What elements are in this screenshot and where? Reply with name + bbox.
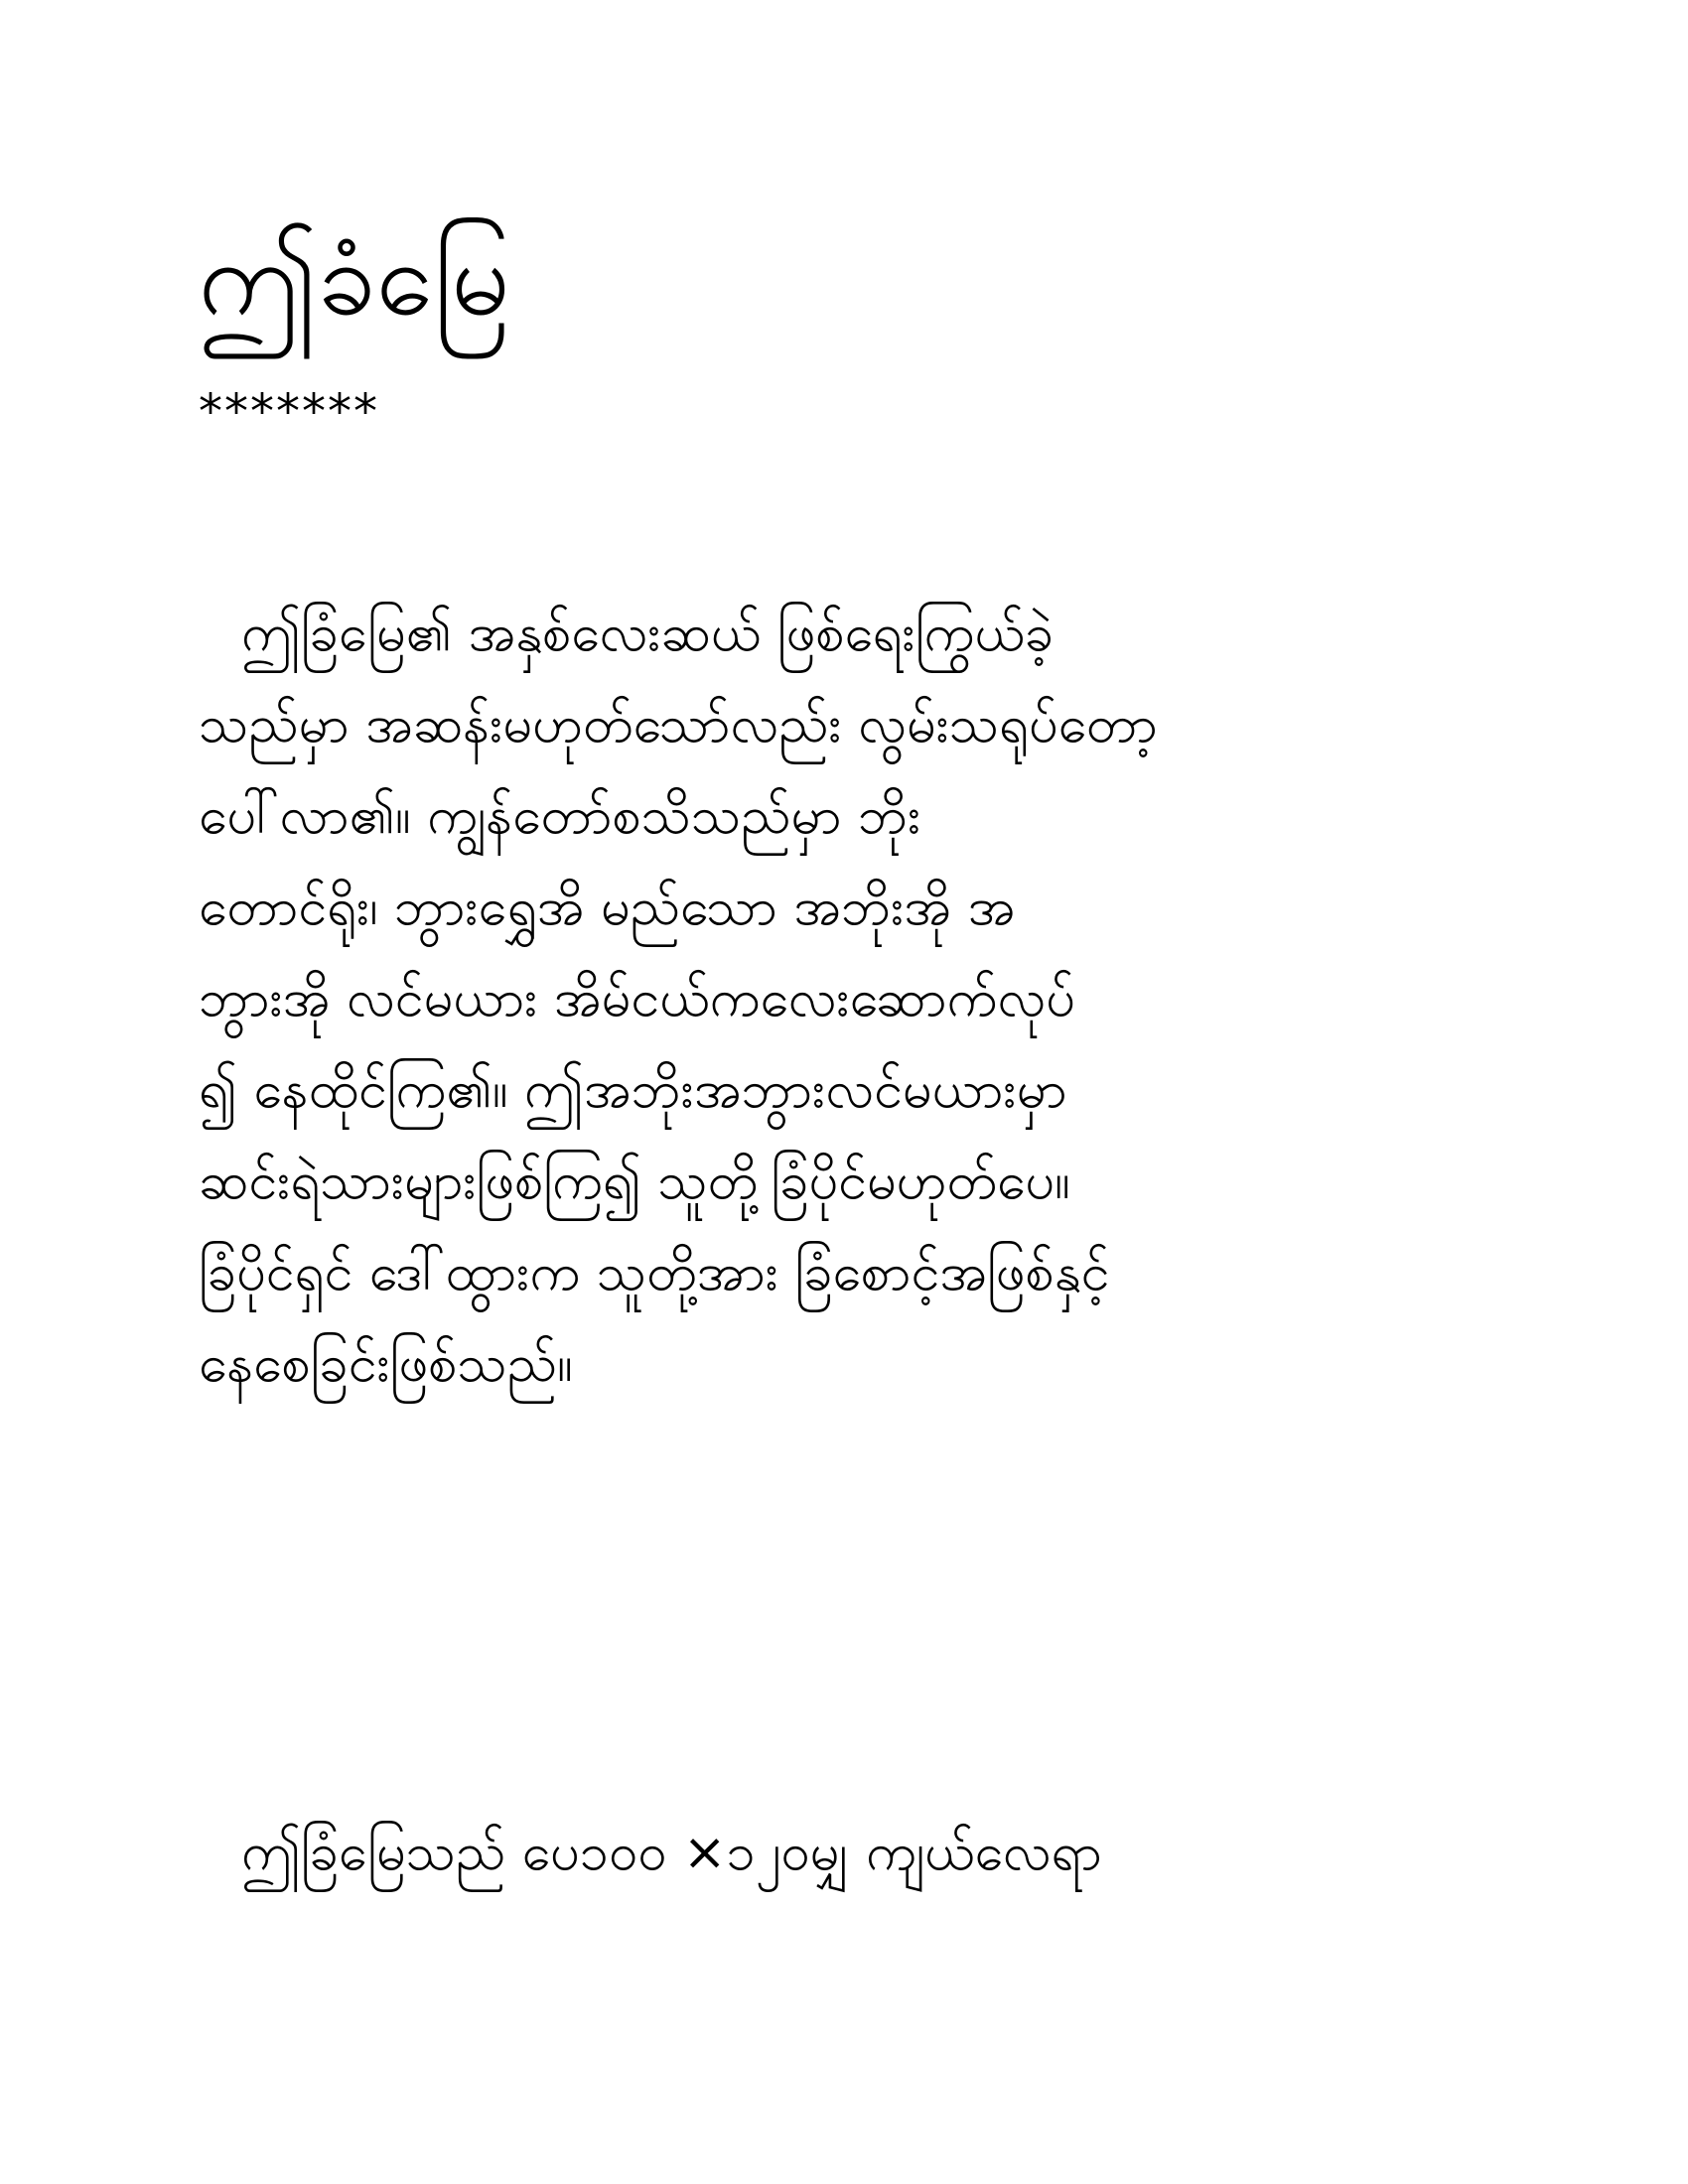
asterisk-separator: ******* — [199, 384, 379, 440]
paragraph-line: ၍ နေထိုင်ကြ၏။ ဤအဘိုးအဘွားလင်မယားမှာ — [199, 1060, 1067, 1120]
paragraph-line: ပေါ်လာ၏။ ကျွန်တော်စသိသည်မှာ ဘိုး — [199, 786, 921, 846]
paragraph-line: တောင်ရိုး၊ ဘွားရွှေအိ မည်သော အဘိုးအို အ — [199, 878, 1016, 937]
body-paragraph — [199, 588, 1489, 1410]
paragraph-line: ဘွားအို လင်မယား အိမ်ငယ်ကလေးဆောက်လုပ် — [199, 969, 1075, 1028]
closing-line: ဤခြံမြေသည် ပေ၁၀၀ ×၁၂၀မျှ ကျယ်လေရာ — [241, 1823, 1102, 1882]
paragraph-line: သည်မှာ အဆန်းမဟုတ်သော်လည်း လွမ်းသရုပ်တော့ — [199, 695, 1158, 754]
paragraph-line: ဆင်းရဲသားများဖြစ်ကြ၍ သူတို့ခြံပိုင်မဟုတ်ပေ။ — [199, 1152, 1070, 1211]
paragraph-line: ခြံပိုင်ရှင် ဒေါ်ထွားက သူတို့အား ခြံစောင့်အဖြစ်နှင့် — [199, 1243, 1110, 1302]
page-title: ဤခံမြေ — [199, 217, 510, 339]
paragraph-line: ဤခြံမြေ၏ အနှစ်လေးဆယ် ဖြစ်ရေးကြွယ်ခဲ့ — [241, 604, 1055, 663]
paragraph-line: နေစေခြင်းဖြစ်သည်။ — [199, 1334, 573, 1394]
